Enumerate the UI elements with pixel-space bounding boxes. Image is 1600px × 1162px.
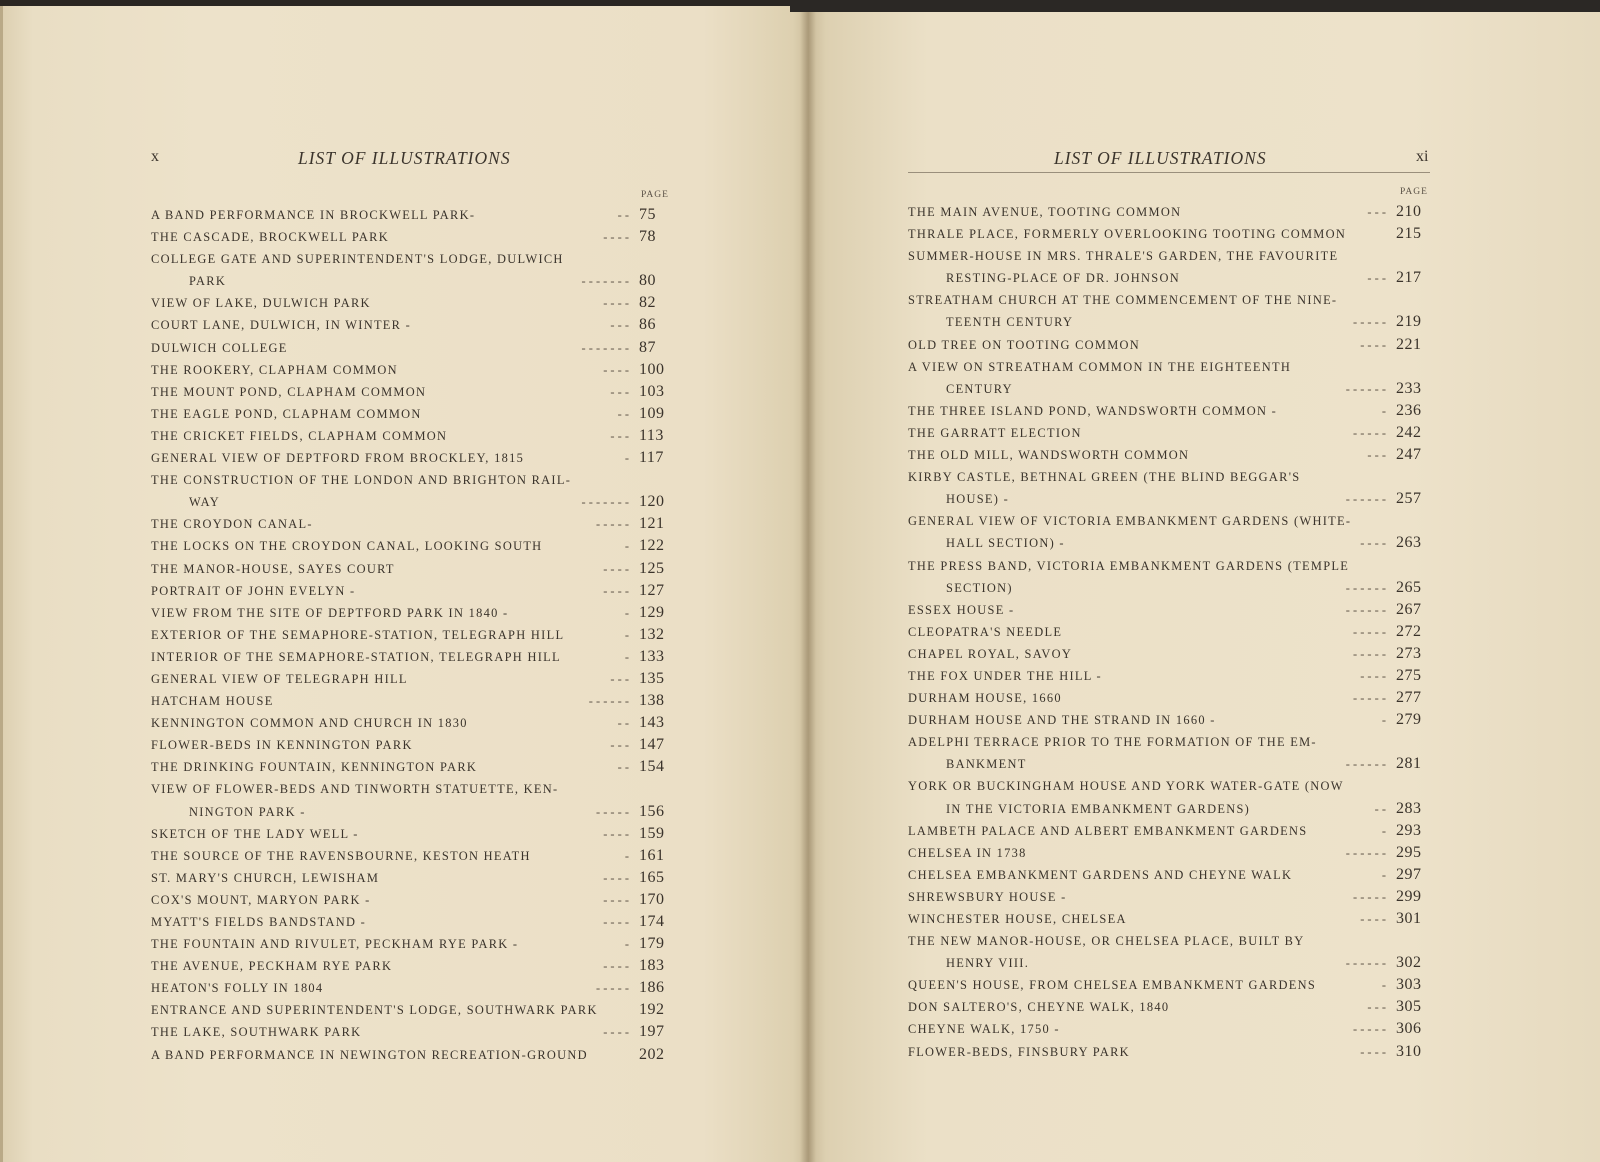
illustration-title: SHREWSBURY HOUSE - bbox=[908, 889, 1067, 904]
leader-dashes: - - bbox=[617, 760, 629, 775]
list-item bbox=[151, 381, 679, 403]
illustration-title: NINGTON PARK - bbox=[189, 804, 306, 819]
illustration-title: CLEOPATRA'S NEEDLE bbox=[908, 624, 1063, 639]
illustration-title: SUMMER-HOUSE IN MRS. THRALE'S GARDEN, THE FAVOURITE bbox=[908, 249, 1339, 264]
page-number: 122 bbox=[639, 537, 665, 555]
left-folio: x bbox=[151, 148, 159, 165]
page-number: 236 bbox=[1396, 401, 1422, 419]
illustration-title: IN THE VICTORIA EMBANKMENT GARDENS) bbox=[946, 801, 1251, 816]
list-item bbox=[151, 624, 679, 646]
page-number: 170 bbox=[639, 890, 665, 908]
right-page bbox=[808, 6, 1600, 1162]
illustration-title: PARK bbox=[189, 274, 227, 289]
page-number: 179 bbox=[639, 935, 665, 953]
leader-dashes: - - - - - - bbox=[1345, 381, 1386, 396]
right-page-column-label: PAGE bbox=[1400, 187, 1428, 197]
illustration-title: CENTURY bbox=[946, 381, 1013, 396]
list-item bbox=[908, 798, 1436, 820]
list-item bbox=[908, 577, 1436, 599]
illustration-title: FLOWER-BEDS IN KENNINGTON PARK bbox=[151, 738, 413, 753]
list-item bbox=[151, 602, 679, 624]
list-item bbox=[151, 734, 679, 756]
illustration-title: THE CONSTRUCTION OF THE LONDON AND BRIGHTON RAIL- bbox=[151, 473, 572, 488]
list-item bbox=[908, 555, 1436, 577]
illustration-title: THE MAIN AVENUE, TOOTING COMMON bbox=[908, 205, 1182, 219]
page-number: 297 bbox=[1396, 865, 1422, 883]
page-number: 109 bbox=[639, 404, 665, 422]
leader-dashes: - - - - - - bbox=[1345, 845, 1386, 860]
illustration-title: VIEW OF LAKE, DULWICH PARK bbox=[151, 296, 371, 311]
leader-dashes: - bbox=[1381, 978, 1386, 993]
leader-dashes: - - - - - bbox=[595, 981, 629, 996]
list-item bbox=[908, 444, 1436, 466]
illustration-title: ADELPHI TERRACE PRIOR TO THE FORMATION OF THE EM- bbox=[908, 735, 1317, 750]
list-item bbox=[908, 731, 1436, 753]
leader-dashes: - - - - - bbox=[595, 804, 629, 819]
page-number: 161 bbox=[639, 846, 665, 864]
list-item bbox=[151, 801, 679, 823]
illustration-title: THE AVENUE, PECKHAM RYE PARK bbox=[151, 959, 393, 974]
page-number: 117 bbox=[639, 449, 664, 467]
list-item bbox=[151, 469, 679, 491]
page-number: 219 bbox=[1396, 313, 1422, 331]
illustration-title: STREATHAM CHURCH AT THE COMMENCEMENT OF THE NINE- bbox=[908, 293, 1338, 308]
list-item bbox=[908, 886, 1436, 908]
list-item bbox=[908, 201, 1436, 223]
page-number: 165 bbox=[639, 868, 665, 886]
page-number: 100 bbox=[639, 360, 665, 378]
illustration-title: THE GARRATT ELECTION bbox=[908, 425, 1082, 440]
leader-dashes: - - - - - - bbox=[1345, 757, 1386, 772]
illustration-title: COLLEGE GATE AND SUPERINTENDENT'S LODGE, DULWICH bbox=[151, 252, 564, 267]
illustration-title: KIRBY CASTLE, BETHNAL GREEN (THE BLIND BEGGAR'S bbox=[908, 470, 1301, 485]
list-item bbox=[151, 248, 679, 270]
leader-dashes: - - bbox=[1374, 801, 1386, 816]
illustration-title: THE SOURCE OF THE RAVENSBOURNE, KESTON HEATH bbox=[151, 848, 531, 863]
leader-dashes: - - - - bbox=[603, 892, 629, 907]
list-item bbox=[151, 580, 679, 602]
list-item bbox=[908, 621, 1436, 643]
page-number: 283 bbox=[1396, 799, 1422, 817]
page-number: 156 bbox=[639, 802, 665, 820]
leader-dashes: - bbox=[624, 451, 629, 466]
page-number: 197 bbox=[639, 1023, 665, 1041]
page-number: 186 bbox=[639, 979, 665, 997]
leader-dashes: - - - bbox=[610, 318, 629, 333]
leader-dashes: - - - - bbox=[603, 296, 629, 311]
illustration-title: CHELSEA IN 1738 bbox=[908, 845, 1027, 860]
list-item bbox=[151, 823, 679, 845]
left-illustration-list bbox=[151, 204, 679, 1066]
list-item bbox=[151, 292, 679, 314]
leader-dashes: - - - - bbox=[603, 230, 629, 245]
leader-dashes: - - - bbox=[610, 671, 629, 686]
page-number: 202 bbox=[639, 1045, 665, 1063]
list-item bbox=[908, 775, 1436, 797]
list-item bbox=[908, 842, 1436, 864]
list-item bbox=[908, 510, 1436, 532]
page-number: 210 bbox=[1396, 203, 1422, 220]
leader-dashes: - bbox=[624, 627, 629, 642]
leader-dashes: - - - - bbox=[1360, 337, 1386, 352]
leader-dashes: - - - - - bbox=[1352, 1022, 1386, 1037]
page-number: 257 bbox=[1396, 490, 1422, 508]
list-item bbox=[908, 289, 1436, 311]
list-item bbox=[908, 1041, 1436, 1063]
illustration-title: A VIEW ON STREATHAM COMMON IN THE EIGHTEENTH bbox=[908, 359, 1292, 374]
illustration-title: THE CROYDON CANAL- bbox=[151, 517, 313, 532]
page-number: 275 bbox=[1396, 666, 1422, 684]
list-item bbox=[908, 267, 1436, 289]
leader-dashes: - - bbox=[617, 208, 629, 222]
left-page-column-label: PAGE bbox=[641, 190, 669, 200]
page-number: 135 bbox=[639, 669, 665, 687]
illustration-title: THE THREE ISLAND POND, WANDSWORTH COMMON - bbox=[908, 403, 1278, 418]
list-item bbox=[151, 270, 679, 292]
page-number: 86 bbox=[639, 316, 656, 334]
list-item bbox=[908, 466, 1436, 488]
right-header-rule bbox=[908, 172, 1430, 173]
illustration-title: EXTERIOR OF THE SEMAPHORE-STATION, TELEGRAPH HILL bbox=[151, 627, 565, 642]
leader-dashes: - bbox=[624, 937, 629, 952]
illustration-title: CHEYNE WALK, 1750 - bbox=[908, 1022, 1060, 1037]
illustration-title: TEENTH CENTURY bbox=[946, 315, 1074, 330]
list-item bbox=[908, 643, 1436, 665]
list-item bbox=[908, 422, 1436, 444]
list-item bbox=[151, 337, 679, 359]
list-item bbox=[908, 223, 1436, 245]
illustration-title: THE EAGLE POND, CLAPHAM COMMON bbox=[151, 406, 422, 421]
illustration-title: RESTING-PLACE OF DR. JOHNSON bbox=[946, 271, 1180, 286]
page-number: 295 bbox=[1396, 843, 1422, 861]
list-item bbox=[151, 359, 679, 381]
list-item bbox=[908, 753, 1436, 775]
book-gutter bbox=[800, 6, 816, 1162]
leader-dashes: - - - - - bbox=[1352, 315, 1386, 330]
illustration-title: THE LOCKS ON THE CROYDON CANAL, LOOKING SOUTH bbox=[151, 539, 543, 554]
page-number: 265 bbox=[1396, 578, 1422, 596]
list-item bbox=[151, 558, 679, 580]
leader-dashes: - - - - - - - bbox=[581, 495, 629, 510]
page-number: 129 bbox=[639, 603, 665, 621]
list-item bbox=[151, 226, 679, 248]
page-number: 127 bbox=[639, 581, 665, 599]
leader-dashes: - - bbox=[617, 716, 629, 731]
page-number: 217 bbox=[1396, 269, 1422, 287]
illustration-title: VIEW OF FLOWER-BEDS AND TINWORTH STATUETTE, KEN- bbox=[151, 782, 559, 797]
list-item bbox=[908, 311, 1436, 333]
list-item bbox=[908, 952, 1436, 974]
illustration-title: GENERAL VIEW OF DEPTFORD FROM BROCKLEY, 1815 bbox=[151, 451, 525, 466]
leader-dashes: - - - - - bbox=[1352, 425, 1386, 440]
illustration-title: A BAND PERFORMANCE IN NEWINGTON RECREATION-GROUND bbox=[151, 1047, 588, 1062]
list-item bbox=[908, 488, 1436, 510]
illustration-title: LAMBETH PALACE AND ALBERT EMBANKMENT GARDENS bbox=[908, 823, 1308, 838]
leader-dashes: - bbox=[624, 539, 629, 554]
list-item bbox=[151, 999, 679, 1021]
illustration-title: THE OLD MILL, WANDSWORTH COMMON bbox=[908, 448, 1190, 463]
illustration-title: WINCHESTER HOUSE, CHELSEA bbox=[908, 912, 1127, 926]
page-number: 113 bbox=[639, 426, 664, 444]
list-item bbox=[908, 665, 1436, 687]
page-number: 125 bbox=[639, 559, 665, 577]
list-item bbox=[908, 400, 1436, 422]
leader-dashes: - - - - - - - bbox=[581, 274, 629, 289]
page-number: 272 bbox=[1396, 622, 1422, 640]
list-item bbox=[151, 513, 679, 535]
leader-dashes: - bbox=[624, 605, 629, 620]
leader-dashes: - - - bbox=[610, 428, 629, 443]
illustration-title: ENTRANCE AND SUPERINTENDENT'S LODGE, SOUTHWARK PARK bbox=[151, 1003, 598, 1018]
leader-dashes: - - - - - - bbox=[1345, 492, 1386, 507]
illustration-title: DON SALTERO'S, CHEYNE WALK, 1840 bbox=[908, 1000, 1170, 1015]
list-item bbox=[151, 955, 679, 977]
page-number: 80 bbox=[639, 272, 656, 290]
leader-dashes: - - - - - - bbox=[588, 694, 629, 709]
list-item bbox=[151, 1044, 679, 1066]
page-number: 121 bbox=[639, 515, 665, 533]
page-number: 120 bbox=[639, 493, 665, 511]
illustration-title: THE MANOR-HOUSE, SAYES COURT bbox=[151, 561, 395, 576]
list-item bbox=[151, 403, 679, 425]
illustration-title: THE DRINKING FOUNTAIN, KENNINGTON PARK bbox=[151, 760, 478, 775]
leader-dashes: - - - - bbox=[603, 561, 629, 576]
page-number: 267 bbox=[1396, 600, 1422, 618]
illustration-title: MYATT'S FIELDS BANDSTAND - bbox=[151, 915, 367, 929]
illustration-title: THE MOUNT POND, CLAPHAM COMMON bbox=[151, 384, 427, 399]
leader-dashes: - bbox=[1381, 867, 1386, 882]
list-item bbox=[908, 930, 1436, 952]
illustration-title: CHELSEA EMBANKMENT GARDENS AND CHEYNE WALK bbox=[908, 867, 1293, 882]
leader-dashes: - - - - bbox=[1360, 1044, 1386, 1059]
leader-dashes: - bbox=[1381, 713, 1386, 728]
leader-dashes: - - - - bbox=[1360, 668, 1386, 683]
page-number: 301 bbox=[1396, 910, 1422, 927]
list-item bbox=[151, 668, 679, 690]
list-item bbox=[151, 778, 679, 800]
leader-dashes: - - - - bbox=[603, 583, 629, 598]
page-number: 147 bbox=[639, 736, 665, 754]
leader-dashes: - - - bbox=[1367, 205, 1386, 219]
page-number: 305 bbox=[1396, 998, 1422, 1016]
illustration-title: VIEW FROM THE SITE OF DEPTFORD PARK IN 1840 - bbox=[151, 605, 509, 620]
leader-dashes: - bbox=[1381, 823, 1386, 838]
leader-dashes: - - - bbox=[610, 384, 629, 399]
leader-dashes: - - - - - - - bbox=[581, 340, 629, 355]
top-edge-shadow bbox=[790, 0, 1600, 12]
list-item bbox=[908, 709, 1436, 731]
illustration-title: HALL SECTION) - bbox=[946, 536, 1065, 551]
list-item bbox=[908, 996, 1436, 1018]
leader-dashes: - - - bbox=[1367, 1000, 1386, 1015]
page-number: 82 bbox=[639, 294, 656, 312]
illustration-title: THE LAKE, SOUTHWARK PARK bbox=[151, 1025, 362, 1040]
illustration-title: ST. MARY'S CHURCH, LEWISHAM bbox=[151, 870, 380, 885]
page-number: 293 bbox=[1396, 821, 1422, 839]
list-item bbox=[151, 911, 679, 933]
list-item bbox=[151, 646, 679, 668]
list-item bbox=[908, 532, 1436, 554]
list-item bbox=[151, 712, 679, 734]
page-number: 242 bbox=[1396, 423, 1422, 441]
illustration-title: OLD TREE ON TOOTING COMMON bbox=[908, 337, 1141, 352]
page-number: 263 bbox=[1396, 534, 1422, 552]
illustration-title: COURT LANE, DULWICH, IN WINTER - bbox=[151, 318, 412, 333]
leader-dashes: - - - - - bbox=[1352, 646, 1386, 661]
illustration-title: FLOWER-BEDS, FINSBURY PARK bbox=[908, 1044, 1130, 1059]
page-number: 279 bbox=[1396, 711, 1422, 729]
illustration-title: DULWICH COLLEGE bbox=[151, 340, 288, 355]
leader-dashes: - - - - - bbox=[1352, 624, 1386, 639]
right-running-head: LIST OF ILLUSTRATIONS bbox=[1054, 148, 1267, 168]
illustration-title: ESSEX HOUSE - bbox=[908, 602, 1015, 617]
list-item bbox=[908, 599, 1436, 621]
illustration-title: CHAPEL ROYAL, SAVOY bbox=[908, 646, 1073, 661]
right-illustration-list bbox=[908, 201, 1436, 1063]
leader-dashes: - - - - bbox=[603, 826, 629, 841]
leader-dashes: - bbox=[1381, 403, 1386, 418]
page-number: 302 bbox=[1396, 954, 1422, 972]
illustration-title: HATCHAM HOUSE bbox=[151, 694, 274, 709]
leader-dashes: - - - bbox=[610, 738, 629, 753]
list-item bbox=[151, 535, 679, 557]
illustration-title: THRALE PLACE, FORMERLY OVERLOOKING TOOTING COMMON bbox=[908, 227, 1347, 242]
list-item bbox=[908, 908, 1436, 930]
list-item bbox=[908, 378, 1436, 400]
illustration-title: BANKMENT bbox=[946, 757, 1027, 772]
leader-dashes: - - - - bbox=[603, 362, 629, 377]
illustration-title: PORTRAIT OF JOHN EVELYN - bbox=[151, 583, 356, 598]
leader-dashes: - - - - - - bbox=[1345, 602, 1386, 617]
leader-dashes: - - - bbox=[1367, 271, 1386, 286]
list-item bbox=[151, 845, 679, 867]
leader-dashes: - - - - - bbox=[1352, 691, 1386, 706]
page-number: 78 bbox=[639, 228, 656, 246]
illustration-title: COX'S MOUNT, MARYON PARK - bbox=[151, 892, 371, 907]
page-number: 132 bbox=[639, 625, 665, 643]
list-item bbox=[908, 864, 1436, 886]
list-item bbox=[151, 690, 679, 712]
list-item bbox=[151, 491, 679, 513]
page-number: 103 bbox=[639, 382, 665, 400]
page-number: 277 bbox=[1396, 689, 1422, 707]
illustration-title: QUEEN'S HOUSE, FROM CHELSEA EMBANKMENT GARDENS bbox=[908, 978, 1317, 993]
illustration-title: HOUSE) - bbox=[946, 492, 1010, 507]
illustration-title: GENERAL VIEW OF TELEGRAPH HILL bbox=[151, 671, 408, 686]
list-item bbox=[908, 687, 1436, 709]
leader-dashes: - - - - bbox=[603, 915, 629, 929]
page-number: 138 bbox=[639, 692, 665, 710]
page-number: 159 bbox=[639, 824, 665, 842]
illustration-title: THE FOUNTAIN AND RIVULET, PECKHAM RYE PARK - bbox=[151, 937, 519, 952]
leader-dashes: - bbox=[624, 848, 629, 863]
page-number: 87 bbox=[639, 338, 656, 356]
page-number: 233 bbox=[1396, 379, 1422, 397]
right-folio: xi bbox=[1416, 148, 1429, 165]
page-number: 299 bbox=[1396, 887, 1422, 905]
page-number: 154 bbox=[639, 758, 665, 776]
list-item bbox=[151, 756, 679, 778]
page-number: 183 bbox=[639, 957, 665, 975]
page-number: 221 bbox=[1396, 335, 1422, 353]
illustration-title: DURHAM HOUSE AND THE STRAND IN 1660 - bbox=[908, 713, 1216, 728]
page-number: 215 bbox=[1396, 225, 1422, 243]
list-item bbox=[908, 1018, 1436, 1040]
leader-dashes: - bbox=[624, 649, 629, 664]
list-item bbox=[908, 356, 1436, 378]
leader-dashes: - - - - bbox=[1360, 536, 1386, 551]
list-item bbox=[151, 889, 679, 911]
leader-dashes: - - - - - bbox=[1352, 889, 1386, 904]
illustration-title: KENNINGTON COMMON AND CHURCH IN 1830 bbox=[151, 716, 468, 731]
page-number: 306 bbox=[1396, 1020, 1422, 1038]
illustration-title: THE PRESS BAND, VICTORIA EMBANKMENT GARDENS (TEMPLE bbox=[908, 558, 1350, 573]
list-item bbox=[151, 447, 679, 469]
illustration-title: INTERIOR OF THE SEMAPHORE-STATION, TELEGRAPH HILL bbox=[151, 649, 561, 664]
page-number: 192 bbox=[639, 1001, 665, 1019]
illustration-title: THE CASCADE, BROCKWELL PARK bbox=[151, 230, 389, 245]
left-running-head: LIST OF ILLUSTRATIONS bbox=[298, 148, 511, 168]
leader-dashes: - - - bbox=[1367, 448, 1386, 463]
page-number: 310 bbox=[1396, 1042, 1422, 1060]
list-item bbox=[151, 977, 679, 999]
list-item bbox=[908, 245, 1436, 267]
illustration-title: THE NEW MANOR-HOUSE, OR CHELSEA PLACE, BUILT BY bbox=[908, 934, 1305, 949]
leader-dashes: - - - - bbox=[1360, 912, 1386, 926]
list-item bbox=[151, 425, 679, 447]
leader-dashes: - - - - - bbox=[595, 517, 629, 532]
illustration-title: SKETCH OF THE LADY WELL - bbox=[151, 826, 359, 841]
list-item bbox=[151, 314, 679, 336]
page-number: 247 bbox=[1396, 446, 1422, 464]
leader-dashes: - - - - - - bbox=[1345, 956, 1386, 971]
page-number: 281 bbox=[1396, 755, 1422, 773]
illustration-title: YORK OR BUCKINGHAM HOUSE AND YORK WATER-GATE (NOW bbox=[908, 779, 1344, 794]
left-page bbox=[0, 6, 808, 1162]
illustration-title: THE ROOKERY, CLAPHAM COMMON bbox=[151, 362, 398, 377]
page-number: 174 bbox=[639, 913, 665, 930]
illustration-title: WAY bbox=[189, 495, 220, 510]
list-item bbox=[151, 1021, 679, 1043]
list-item bbox=[908, 334, 1436, 356]
list-item bbox=[151, 933, 679, 955]
page-number: 303 bbox=[1396, 976, 1422, 994]
list-item bbox=[908, 820, 1436, 842]
leader-dashes: - - - - - - bbox=[1345, 580, 1386, 595]
illustration-title: SECTION) bbox=[946, 580, 1013, 595]
page-number: 273 bbox=[1396, 644, 1422, 662]
page-number: 75 bbox=[639, 206, 656, 223]
leader-dashes: - - - - bbox=[603, 870, 629, 885]
illustration-title: HENRY VIII. bbox=[946, 956, 1030, 971]
list-item bbox=[908, 974, 1436, 996]
illustration-title: THE FOX UNDER THE HILL - bbox=[908, 668, 1102, 683]
leader-dashes: - - bbox=[617, 406, 629, 421]
list-item bbox=[151, 867, 679, 889]
leader-dashes: - - - - bbox=[603, 1025, 629, 1040]
page-number: 143 bbox=[639, 714, 665, 732]
illustration-title: A BAND PERFORMANCE IN BROCKWELL PARK- bbox=[151, 208, 476, 222]
leader-dashes: - - - - bbox=[603, 959, 629, 974]
illustration-title: HEATON'S FOLLY IN 1804 bbox=[151, 981, 324, 996]
page-number: 133 bbox=[639, 647, 665, 665]
list-item bbox=[151, 204, 679, 226]
illustration-title: THE CRICKET FIELDS, CLAPHAM COMMON bbox=[151, 428, 448, 443]
illustration-title: DURHAM HOUSE, 1660 bbox=[908, 691, 1062, 706]
illustration-title: GENERAL VIEW OF VICTORIA EMBANKMENT GARDENS (WHITE- bbox=[908, 514, 1352, 529]
